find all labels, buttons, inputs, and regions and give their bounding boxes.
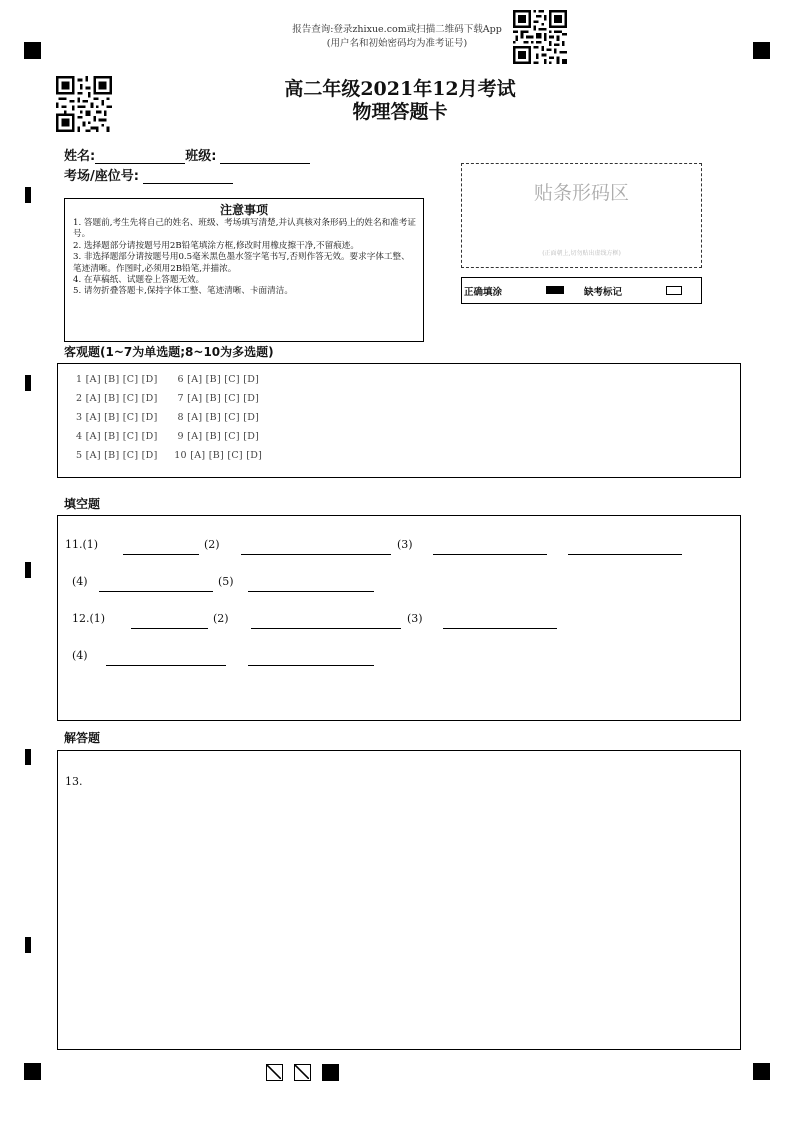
q12-blank-1[interactable]: [131, 627, 208, 629]
barcode-title: 贴条形码区: [533, 182, 629, 204]
student-qr-code: [56, 76, 112, 132]
class-field[interactable]: [220, 149, 310, 164]
exam-title-line1: 高二年级2021年12月考试: [284, 78, 516, 100]
answer-section-title: 解答题: [64, 731, 101, 745]
report-query-line1: 报告查询:登录zhixue.com或扫描二维码下载App: [292, 24, 502, 35]
seat-row: [64, 165, 233, 184]
absent-mark-box[interactable]: [666, 286, 682, 295]
q12-part4-label: (4): [72, 649, 88, 662]
q11-part2-label: (2): [204, 538, 220, 551]
corner-mark-bottom-right: [753, 1063, 770, 1080]
choice-row[interactable]: 5 [A] [B] [C] [D] 10 [A] [B] [C] [D]: [76, 450, 263, 461]
objective-answer-box: [57, 363, 741, 478]
q11-blank-2[interactable]: [241, 553, 391, 555]
answer-box[interactable]: [57, 750, 741, 1050]
correct-fill-sample: [546, 286, 564, 294]
objective-section-title: 客观题(1~7为单选题;8~10为多选题): [64, 345, 274, 359]
timing-mark: [25, 937, 31, 953]
seat-field[interactable]: [143, 169, 233, 184]
choice-row[interactable]: 1 [A] [B] [C] [D] 6 [A] [B] [C] [D]: [76, 374, 260, 385]
q11-part5-label: (5): [218, 575, 234, 588]
class-label: 班级:: [185, 149, 217, 164]
timing-mark: [25, 562, 31, 578]
name-field[interactable]: [95, 149, 185, 164]
notice-title: 注意事项: [219, 203, 268, 217]
q11-blank-4[interactable]: [99, 590, 213, 592]
page-mark-slashed-box: [294, 1064, 311, 1081]
q11-blank-3b[interactable]: [568, 553, 682, 555]
timing-mark: [25, 749, 31, 765]
notice-item: 2. 选择题部分请按题号用2B铅笔填涂方框,修改时用橡皮擦干净,不留痕迹。: [73, 240, 359, 251]
q11-part3-label: (3): [397, 538, 413, 551]
q12-label: 12.(1): [72, 612, 106, 625]
q11-blank-3[interactable]: [433, 553, 547, 555]
correct-fill-label: 正确填涂: [464, 287, 503, 298]
q12-part3-label: (3): [407, 612, 423, 625]
q13-label: 13.: [65, 775, 83, 788]
report-query-line2: (用户名和初始密码均为准考证号): [326, 38, 468, 49]
q12-part2-label: (2): [213, 612, 229, 625]
exam-title: [250, 78, 550, 124]
choice-row[interactable]: 2 [A] [B] [C] [D] 7 [A] [B] [C] [D]: [76, 393, 260, 404]
timing-mark: [25, 187, 31, 203]
notice-item: 5. 请勿折叠答题卡,保持字体工整、笔迹清晰、卡面清洁。: [73, 286, 293, 297]
q11-blank-1[interactable]: [123, 553, 199, 555]
q12-blank-4[interactable]: [106, 664, 226, 666]
report-query-note: [0, 23, 794, 51]
fill-blank-section-title: 填空题: [64, 497, 101, 511]
absent-mark-label: 缺考标记: [584, 287, 623, 298]
name-class-row: [64, 145, 310, 164]
barcode-hint: (正面朝上,切勿贴出虚线方框): [542, 250, 621, 257]
notice-item: 4. 在草稿纸、试题卷上答题无效。: [73, 275, 205, 286]
page-mark-slashed-box: [266, 1064, 283, 1081]
q11-part4-label: (4): [72, 575, 88, 588]
q11-label: 11.(1): [65, 538, 99, 551]
notice-list: [65, 218, 423, 298]
notice-box: [64, 198, 424, 342]
notice-item: 1. 答题前,考生先将自己的姓名、班级、考场填写清楚,并认真核对条形码上的姓名和准考证号。: [73, 218, 416, 240]
fill-legend: [461, 277, 702, 304]
app-qr-code: [513, 10, 567, 64]
name-label: 姓名:: [64, 149, 96, 164]
q12-blank-3[interactable]: [443, 627, 557, 629]
exam-title-line2: 物理答题卡: [352, 101, 448, 123]
notice-item: 3. 非选择题部分请按题号用0.5毫米黑色墨水签字笔书写,否则作答无效。要求字体工整、笔迹清晰。作图时,必须用2B铅笔,并描浓。: [73, 252, 410, 274]
page-mark-filled-box: [322, 1064, 339, 1081]
corner-mark-bottom-left: [24, 1063, 41, 1080]
seat-label: 考场/座位号:: [64, 169, 139, 184]
timing-mark: [25, 375, 31, 391]
barcode-area[interactable]: [461, 163, 702, 268]
q12-blank-2[interactable]: [251, 627, 401, 629]
fill-blank-box: [57, 515, 741, 721]
choice-row[interactable]: 4 [A] [B] [C] [D] 9 [A] [B] [C] [D]: [76, 431, 260, 442]
q12-blank-4b[interactable]: [248, 664, 374, 666]
q11-blank-5[interactable]: [248, 590, 374, 592]
choice-row[interactable]: 3 [A] [B] [C] [D] 8 [A] [B] [C] [D]: [76, 412, 260, 423]
